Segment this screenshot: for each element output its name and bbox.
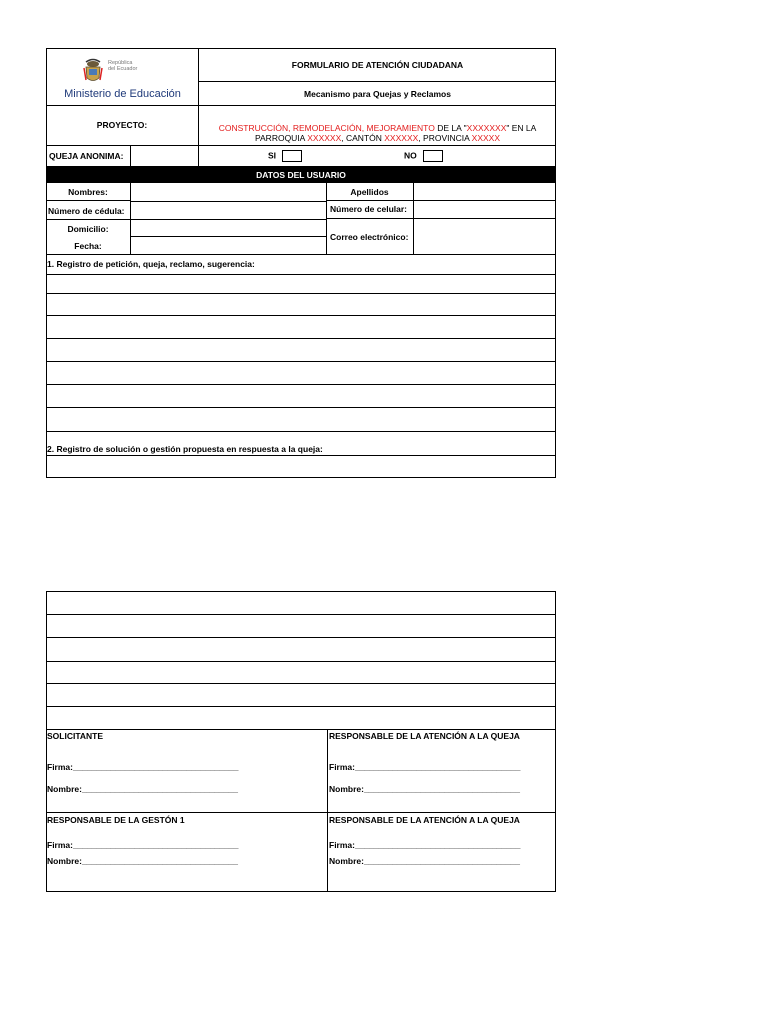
project-text-3: PARROQUIA bbox=[254, 133, 308, 143]
anon-label: QUEJA ANONIMA: bbox=[46, 146, 131, 167]
fecha-label: Fecha: bbox=[46, 237, 131, 255]
domicilio-label: Domicilio: bbox=[46, 220, 131, 237]
section2-title: 2. Registro de solución o gestión propuesta en respuesta a la queja: bbox=[47, 444, 323, 454]
correo-field[interactable] bbox=[413, 219, 556, 255]
section1-line[interactable] bbox=[46, 274, 556, 275]
section1-line[interactable] bbox=[46, 315, 556, 316]
signature-role-label: SOLICITANTE bbox=[47, 731, 104, 741]
logo-text bbox=[108, 60, 137, 72]
project-text-4: , CANTÓN bbox=[341, 133, 385, 143]
celular-label: Número de celular: bbox=[326, 201, 414, 219]
correo-label: Correo electrónico: bbox=[326, 219, 414, 255]
form-subtitle: Mecanismo para Quejas y Reclamos bbox=[199, 82, 556, 106]
response-line[interactable] bbox=[46, 683, 556, 684]
signature-nombre-field[interactable]: Nombre:_________________________________ bbox=[329, 856, 520, 866]
signature-block-responsable-atencion-2 bbox=[329, 815, 520, 866]
project-placeholder-name: XXXXXXX bbox=[466, 123, 507, 133]
anon-no-checkbox[interactable] bbox=[423, 150, 443, 162]
section2-line[interactable] bbox=[46, 455, 556, 456]
project-text-2: " EN LA bbox=[506, 123, 537, 133]
logo-cell bbox=[46, 48, 199, 106]
signature-role-label: RESPONSABLE DE LA ATENCIÓN A LA QUEJA bbox=[329, 815, 520, 825]
section1-line[interactable] bbox=[46, 338, 556, 339]
logo-text-line2: del Ecuador bbox=[108, 66, 138, 72]
project-placeholder-parroquia: XXXXXX bbox=[307, 133, 342, 143]
section1-title: 1. Registro de petición, queja, reclamo, sugerencia: bbox=[47, 259, 255, 269]
fecha-field[interactable] bbox=[130, 237, 327, 255]
celular-field[interactable] bbox=[413, 201, 556, 219]
section1-line[interactable] bbox=[46, 384, 556, 385]
apellidos-field[interactable] bbox=[413, 183, 556, 201]
signature-vertical-divider bbox=[327, 729, 328, 892]
form-title: FORMULARIO DE ATENCIÓN CIUDADANA bbox=[199, 48, 556, 82]
response-line[interactable] bbox=[46, 729, 556, 730]
project-description bbox=[199, 106, 556, 146]
anon-si-label: SI bbox=[268, 150, 277, 161]
nombres-field[interactable] bbox=[130, 183, 327, 202]
anon-options bbox=[199, 146, 556, 167]
project-text-1: DE LA " bbox=[434, 123, 467, 133]
project-type: CONSTRUCCIÓN, REMODELACIÓN, MEJORAMIENTO bbox=[218, 123, 435, 133]
signature-nombre-field[interactable]: Nombre:_________________________________ bbox=[329, 784, 520, 794]
section1-line[interactable] bbox=[46, 407, 556, 408]
cedula-label: Número de cédula: bbox=[46, 201, 131, 220]
response-line[interactable] bbox=[46, 706, 556, 707]
project-label: PROYECTO: bbox=[46, 106, 199, 146]
anon-no-option[interactable] bbox=[404, 150, 443, 162]
nombres-label: Nombres: bbox=[46, 183, 131, 201]
project-placeholder-provincia: XXXXX bbox=[471, 133, 501, 143]
signature-firma-field[interactable]: Firma:___________________________________ bbox=[329, 762, 521, 772]
signature-horizontal-divider bbox=[46, 812, 556, 813]
apellidos-label: Apellidos bbox=[326, 183, 414, 201]
anon-si-checkbox[interactable] bbox=[282, 150, 302, 162]
logo-text-line1: República bbox=[108, 60, 133, 66]
anon-blank-cell bbox=[131, 146, 199, 167]
section1-line[interactable] bbox=[46, 293, 556, 294]
domicilio-field[interactable] bbox=[130, 220, 327, 237]
response-lines[interactable] bbox=[46, 591, 556, 729]
response-line[interactable] bbox=[46, 614, 556, 615]
project-text-5: , PROVINCIA bbox=[418, 133, 472, 143]
section1-lines[interactable] bbox=[46, 274, 556, 432]
section1-line[interactable] bbox=[46, 361, 556, 362]
signature-block-responsable-gestion bbox=[47, 815, 238, 866]
ecuador-coat-of-arms-icon bbox=[82, 58, 104, 84]
anon-si-option[interactable] bbox=[268, 150, 302, 162]
response-line[interactable] bbox=[46, 661, 556, 662]
section1-line[interactable] bbox=[46, 431, 556, 432]
project-placeholder-canton: XXXXXX bbox=[384, 133, 419, 143]
signature-block-solicitante bbox=[47, 731, 238, 794]
user-data-section-title: DATOS DEL USUARIO bbox=[46, 167, 556, 183]
cedula-field[interactable] bbox=[130, 201, 327, 220]
ministry-name: Ministerio de Educación bbox=[64, 88, 181, 100]
signature-nombre-field[interactable]: Nombre:_________________________________ bbox=[47, 784, 238, 794]
signature-role-label: RESPONSABLE DE LA ATENCIÓN A LA QUEJA bbox=[329, 731, 520, 741]
signature-firma-field[interactable]: Firma:___________________________________ bbox=[47, 840, 239, 850]
signature-firma-field[interactable]: Firma:___________________________________ bbox=[47, 762, 239, 772]
signature-block-responsable-atencion bbox=[329, 731, 520, 794]
signature-role-label: RESPONSABLE DE LA GESTÓN 1 bbox=[47, 815, 185, 825]
anon-no-label: NO bbox=[404, 150, 417, 161]
signature-firma-field[interactable]: Firma:___________________________________ bbox=[329, 840, 521, 850]
response-line[interactable] bbox=[46, 637, 556, 638]
signature-nombre-field[interactable]: Nombre:_________________________________ bbox=[47, 856, 238, 866]
